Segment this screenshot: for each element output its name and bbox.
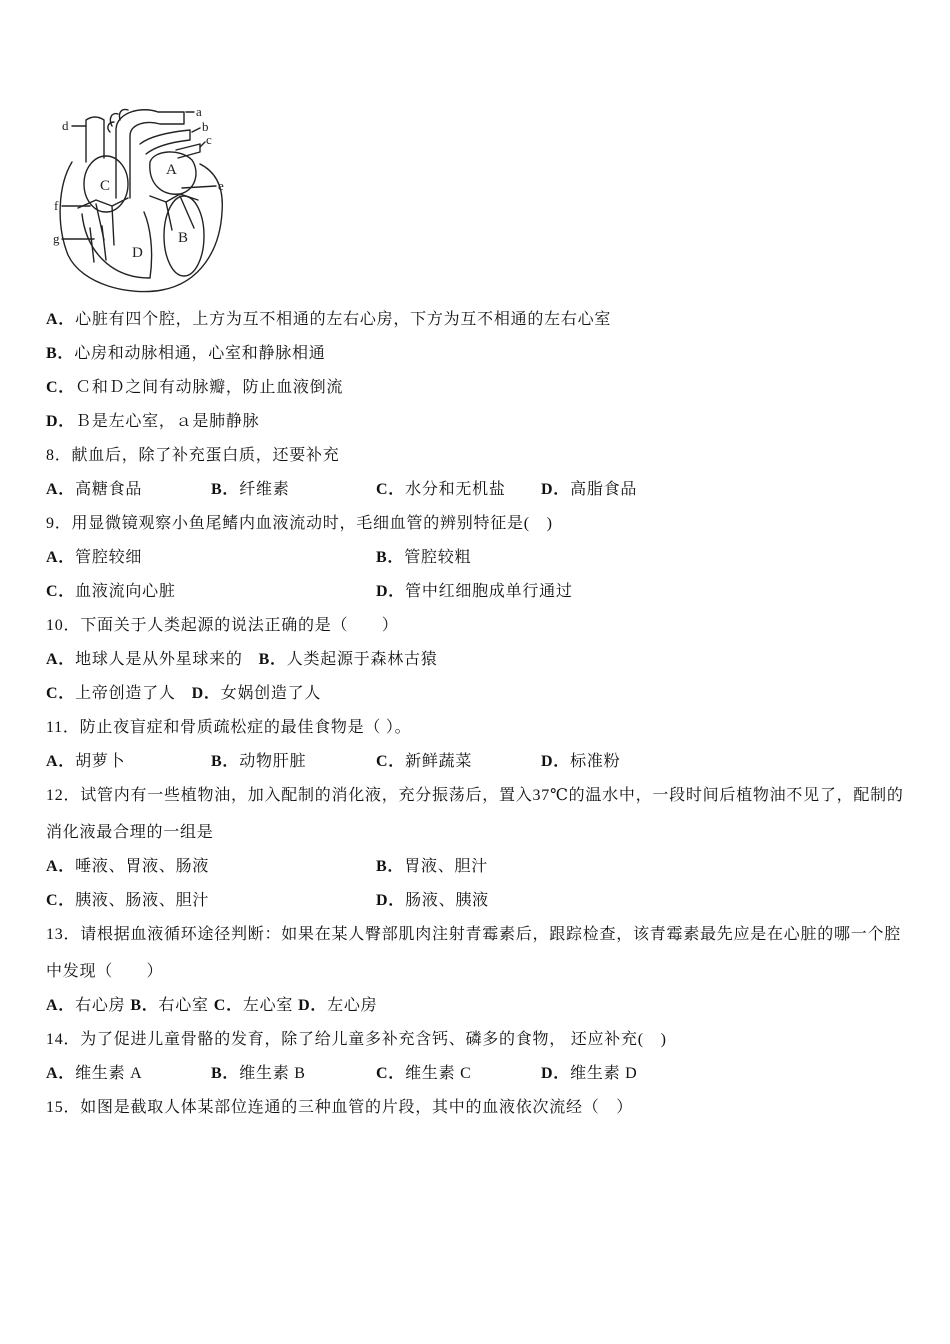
option-text: 高糖食品 (75, 481, 143, 498)
option-text: 心脏有四个腔，上方为互不相通的左右心房，下方为互不相通的左右心室 (75, 311, 612, 328)
option-letter: D． (191, 685, 221, 702)
option-letter: B． (376, 858, 405, 875)
option-letter: B． (211, 753, 240, 770)
option-text: 胰液、肠液、胆汁 (75, 892, 210, 909)
q9-option-b (376, 547, 471, 569)
q13-stem-line1: 13．请根据血液循环途径判断：如果在某人臀部肌肉注射青霉素后，跟踪检查，该青霉素最先应是在心脏的哪一个腔 (46, 926, 902, 943)
option-letter: A． (46, 753, 76, 770)
label-c: c (206, 132, 212, 147)
pulmonary-artery (140, 130, 190, 154)
option-letter: B． (376, 549, 405, 566)
option-letter: B． (130, 997, 159, 1014)
option-text: 标准粉 (570, 753, 621, 770)
q7-option-a (46, 309, 611, 331)
q13-option-d (298, 997, 377, 1014)
q11-option-c (376, 751, 472, 773)
label-f: f (54, 198, 59, 213)
q8-option-b (211, 479, 289, 501)
aorta (116, 110, 184, 198)
q9-option-c (46, 581, 176, 603)
option-text: 右心室 (158, 997, 209, 1014)
q12-option-d (376, 890, 489, 912)
q11-option-a (46, 751, 125, 773)
q10-option-d (192, 685, 322, 702)
q10-options-ab (46, 649, 438, 671)
label-e: e (218, 178, 224, 193)
q8-option-c (376, 479, 506, 501)
q14-stem: 14．为了促进儿童骨骼的发育，除了给儿童多补充含钙、磷多的食物， 还应补充( ) (46, 1031, 667, 1048)
q13-option-c (214, 997, 293, 1014)
option-letter: A． (46, 1065, 76, 1082)
q10-stem: 10．下面关于人类起源的说法正确的是（ ） (46, 617, 399, 634)
q11-stem: 11．防止夜盲症和骨质疏松症的最佳食物是（ ）。 (46, 719, 412, 736)
q7-option-d (46, 411, 259, 433)
option-text: 维生素 C (405, 1065, 472, 1082)
option-letter: D． (376, 892, 406, 909)
label-g: g (53, 231, 60, 246)
option-letter: C． (376, 753, 406, 770)
option-text: 唾液、胃液、肠液 (75, 858, 210, 875)
option-text: 地球人是从外星球来的 (75, 651, 243, 668)
option-letter: C． (376, 1065, 406, 1082)
q9-stem: 9．用显微镜观察小鱼尾鳍内血液流动时，毛细血管的辨别特征是( ) (46, 515, 553, 532)
q14-option-b (211, 1063, 306, 1085)
q9-option-d (376, 581, 573, 603)
option-letter: D． (46, 413, 76, 430)
label-b: b (202, 119, 209, 134)
option-letter: A． (46, 549, 76, 566)
option-letter: B． (211, 1065, 240, 1082)
q10-option-a (46, 651, 243, 668)
option-letter: A． (46, 311, 76, 328)
q12-option-c (46, 890, 209, 912)
option-letter: A． (46, 997, 76, 1014)
label-leader-e (182, 186, 216, 188)
label-a: a (196, 104, 202, 119)
q8-option-d (541, 479, 637, 501)
option-text: 左心室 (242, 997, 294, 1014)
option-text: Ｂ是左心室，ａ是肺静脉 (75, 413, 260, 430)
option-letter: B． (211, 481, 240, 498)
q10-option-b (259, 651, 438, 668)
option-text: 新鲜蔬菜 (405, 753, 473, 770)
option-text: 高脂食品 (570, 481, 638, 498)
option-text: 肠液、胰液 (405, 892, 489, 909)
q13-options (46, 995, 377, 1017)
q11-option-b (211, 751, 306, 773)
option-text: 管腔较粗 (404, 549, 472, 566)
q7-option-b (46, 343, 325, 365)
q14-option-a (46, 1063, 142, 1085)
q13-option-b (130, 997, 208, 1014)
superior-vena-cava (86, 117, 104, 162)
option-text: 维生素 A (75, 1065, 143, 1082)
q13-stem-line2: 中发现（ ） (46, 963, 164, 980)
option-text: 维生素 D (570, 1065, 638, 1082)
q7-option-c (46, 377, 343, 399)
label-D: D (132, 245, 143, 261)
option-letter: C． (46, 892, 76, 909)
option-letter: C． (376, 481, 406, 498)
q12-stem-line2: 消化液最合理的一组是 (46, 824, 214, 841)
option-text: 动物肝脏 (239, 753, 307, 770)
q15-stem: 15．如图是截取人体某部位连通的三种血管的片段，其中的血液依次流经（ ） (46, 1099, 634, 1116)
label-d: d (62, 118, 69, 133)
option-text: 血液流向心脏 (75, 583, 176, 600)
option-letter: B． (46, 345, 75, 362)
option-letter: A． (46, 481, 76, 498)
q10-options-cd (46, 683, 321, 705)
q13-option-a (46, 997, 125, 1014)
option-letter: D． (541, 481, 571, 498)
option-letter: C． (46, 583, 76, 600)
option-letter: C． (213, 997, 243, 1014)
option-letter: A． (46, 858, 76, 875)
option-text: 上帝创造了人 (75, 685, 176, 702)
q14-option-c (376, 1063, 472, 1085)
option-text: 水分和无机盐 (405, 481, 506, 498)
option-text: 维生素 B (239, 1065, 306, 1082)
option-text: 左心房 (327, 997, 378, 1014)
option-letter: A． (46, 651, 76, 668)
label-C: C (100, 178, 111, 194)
option-text: 人类起源于森林古猿 (286, 651, 438, 668)
label-B: B (178, 230, 189, 246)
option-text: 胃液、胆汁 (404, 858, 488, 875)
option-letter: C． (46, 379, 76, 396)
option-letter: D． (376, 583, 406, 600)
option-text: 管腔较细 (75, 549, 143, 566)
option-text: 右心房 (75, 997, 126, 1014)
option-letter: D． (541, 1065, 571, 1082)
inferior-vena-cava (90, 226, 106, 262)
option-letter: D． (541, 753, 571, 770)
heart-diagram (50, 100, 230, 300)
label-leader-c (200, 142, 205, 147)
option-text: Ｃ和Ｄ之间有动脉瓣，防止血液倒流 (75, 379, 344, 396)
option-text: 胡萝卜 (75, 753, 126, 770)
option-text: 心房和动脉相通，心室和静脉相通 (74, 345, 326, 362)
q12-stem-line1: 12．试管内有一些植物油，加入配制的消化液，充分振荡后，置入37℃的温水中，一段时间后植物油不见了，配制的 (46, 787, 904, 804)
option-text: 纤维素 (239, 481, 290, 498)
label-leader-b (192, 128, 200, 132)
q8-stem: 8．献血后，除了补充蛋白质，还要补充 (46, 447, 340, 464)
option-letter: C． (46, 685, 76, 702)
option-text: 管中红细胞成单行通过 (405, 583, 573, 600)
label-A: A (166, 162, 177, 178)
q12-option-b (376, 856, 488, 878)
option-letter: B． (258, 651, 287, 668)
q8-option-a (46, 479, 142, 501)
q12-option-a (46, 856, 209, 878)
q11-option-d (541, 751, 620, 773)
q9-option-a (46, 547, 142, 569)
q10-option-c (46, 685, 176, 702)
option-letter: D． (298, 997, 328, 1014)
option-text: 女娲创造了人 (220, 685, 322, 702)
q14-option-d (541, 1063, 637, 1085)
